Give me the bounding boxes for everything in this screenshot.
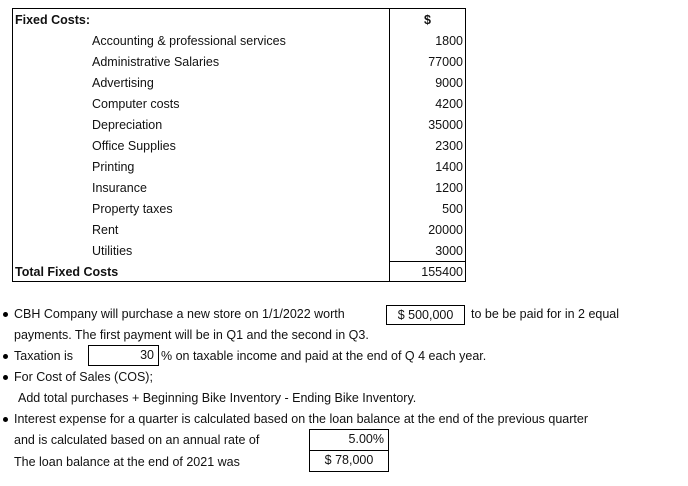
item-label: Accounting & professional services — [92, 34, 286, 48]
item-value: 2300 — [435, 139, 463, 153]
column-divider — [389, 8, 390, 282]
total-underline — [389, 261, 466, 262]
item-label: Computer costs — [92, 97, 180, 111]
item-value: 3000 — [435, 244, 463, 258]
item-label: Administrative Salaries — [92, 55, 220, 69]
item-value: 1200 — [435, 181, 463, 195]
tax-note-text-end: % on taxable income and paid at the end of Q 4 each year. — [161, 349, 487, 363]
interest-rate-cell: 5.00% — [309, 429, 389, 451]
item-label: Insurance — [92, 181, 147, 195]
loan-balance-cell: $ 78,000 — [309, 450, 389, 472]
item-value: 1400 — [435, 160, 463, 174]
loan-balance-label: The loan balance at the end of 2021 was — [14, 455, 240, 469]
item-label: Advertising — [92, 76, 154, 90]
bullet-icon — [3, 417, 8, 422]
store-value-cell: $ 500,000 — [386, 305, 465, 325]
item-label: Depreciation — [92, 118, 163, 132]
item-value: 20000 — [428, 223, 463, 237]
total-fixed-costs-value: 155400 — [421, 265, 463, 279]
store-note-text: CBH Company will purchase a new store on 1/1/2022 worth — [14, 307, 345, 321]
bullet-icon — [3, 354, 8, 359]
interest-note-line1: Interest expense for a quarter is calculated based on the loan balance at the end of the previous quarter — [14, 412, 588, 426]
total-fixed-costs-label: Total Fixed Costs — [15, 265, 119, 279]
item-value: 9000 — [435, 76, 463, 90]
item-label: Office Supplies — [92, 139, 176, 153]
item-label: Property taxes — [92, 202, 173, 216]
interest-note-line2: and is calculated based on an annual rate of — [14, 433, 260, 447]
item-value: 4200 — [435, 97, 463, 111]
store-note-text-end: to be be paid for in 2 equal — [471, 307, 620, 321]
item-value: 500 — [442, 202, 463, 216]
bullet-icon — [3, 375, 8, 380]
item-value: 1800 — [435, 34, 463, 48]
bullet-icon — [3, 312, 8, 317]
item-value: 35000 — [428, 118, 463, 132]
cos-note-text: For Cost of Sales (COS); — [14, 370, 153, 384]
store-note-line2: payments. The first payment will be in Q1 and the second in Q3. — [14, 328, 369, 342]
item-label: Rent — [92, 223, 119, 237]
cos-detail-text: Add total purchases + Beginning Bike Inventory - Ending Bike Inventory. — [18, 391, 417, 405]
item-label: Printing — [92, 160, 135, 174]
item-label: Utilities — [92, 244, 133, 258]
fixed-costs-header: Fixed Costs: — [15, 13, 91, 27]
currency-header: $ — [424, 13, 431, 27]
tax-rate-cell: 30 — [88, 345, 159, 366]
item-value: 77000 — [428, 55, 463, 69]
tax-note-text: Taxation is — [14, 349, 74, 363]
